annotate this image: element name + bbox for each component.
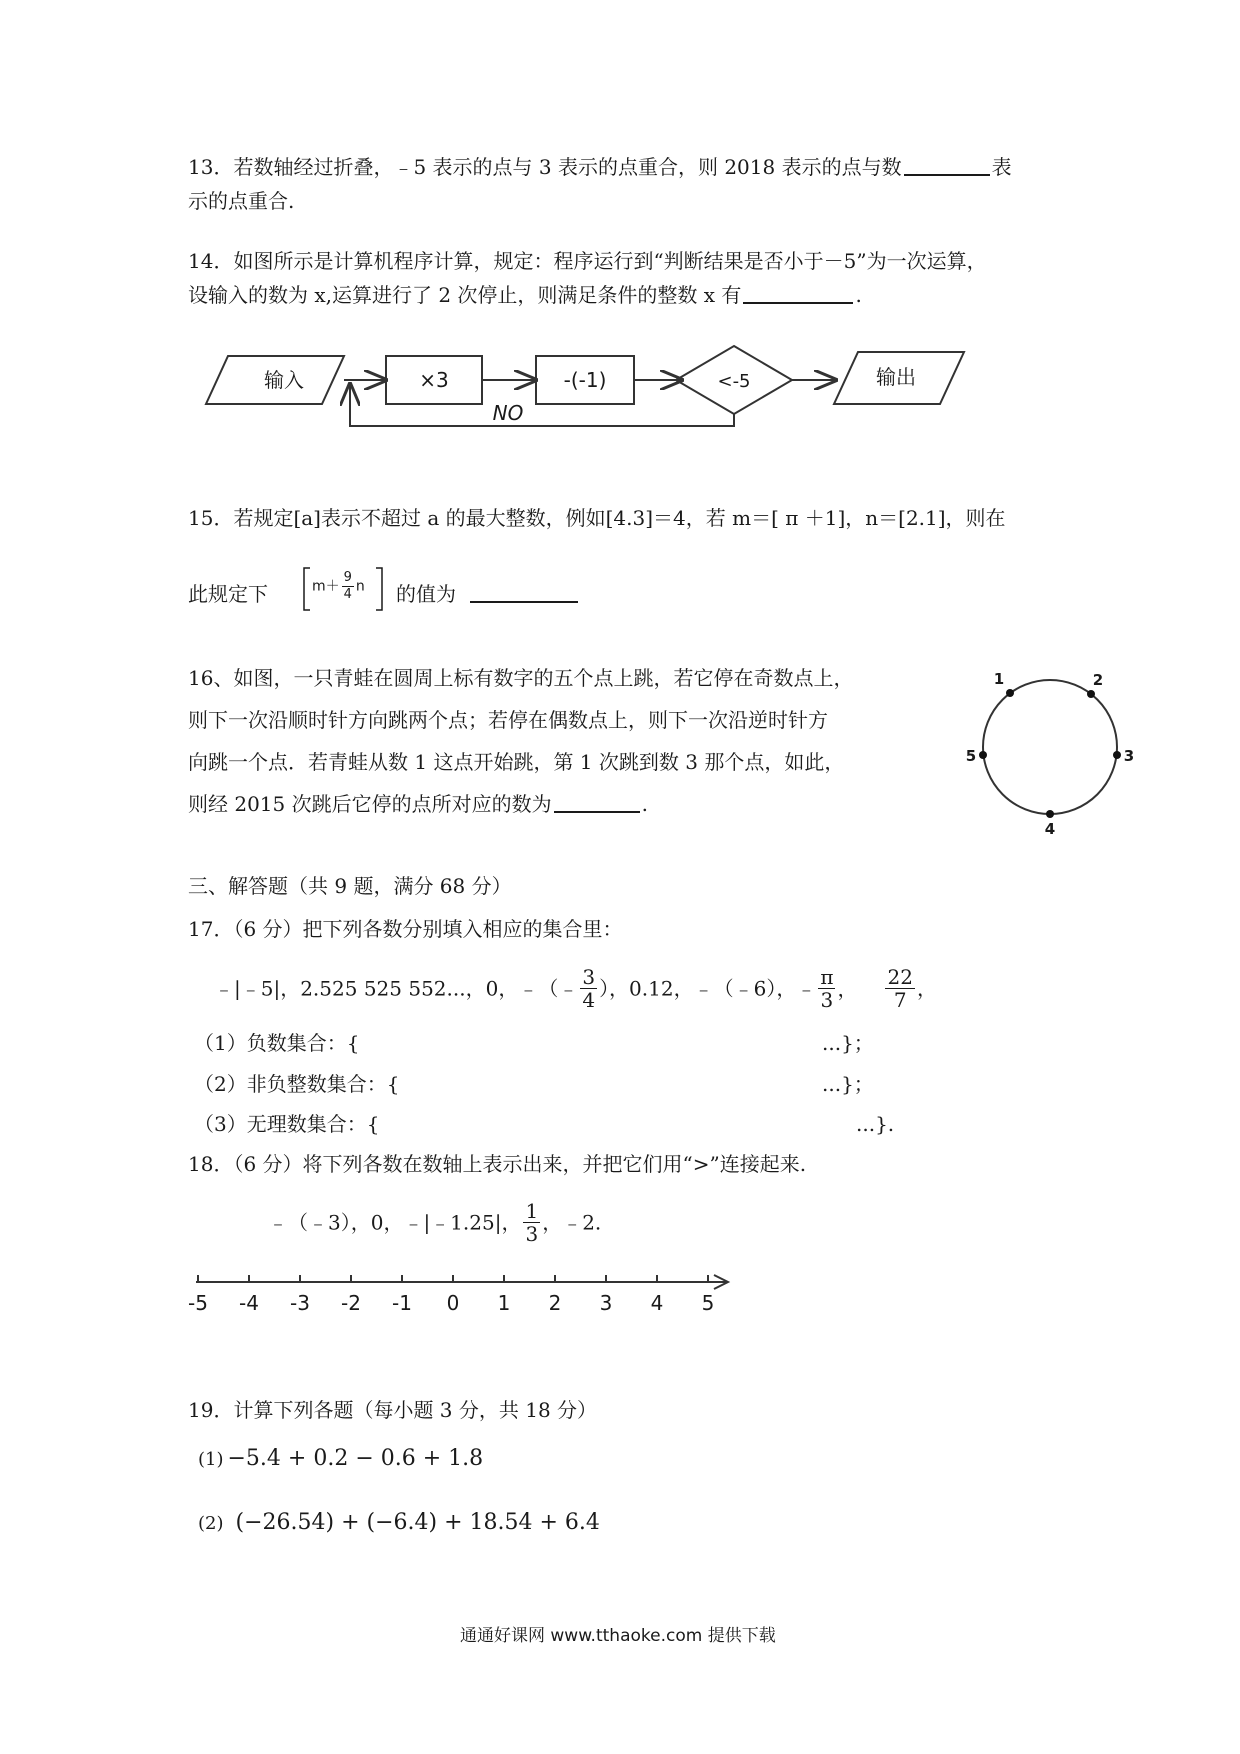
q13-answer-blank[interactable] — [904, 154, 990, 176]
q15-expr-n: n — [355, 578, 365, 595]
axis-tick-label: 0 — [446, 1291, 460, 1315]
q17-f1-num: 3 — [582, 965, 596, 989]
q17-set-1-label: （1）负数集合：{ — [194, 1031, 360, 1055]
flow-compare-diamond — [676, 346, 792, 414]
q16-label-2: 2 — [1092, 671, 1104, 689]
q18-numbers — [268, 1194, 601, 1248]
q16-line4 — [188, 790, 648, 818]
q16-circle-figure — [960, 666, 1160, 846]
q19-p1-label: (1) — [198, 1449, 224, 1470]
q17-f3-num: 22 — [887, 965, 913, 989]
axis-tick-label: -1 — [392, 1291, 412, 1315]
q17-f2-num: π — [820, 965, 834, 989]
q18-nums-a: ﹣（﹣3），0，﹣|﹣1.25|， — [268, 1210, 522, 1235]
q17-set-1-end: ...}； — [822, 1031, 874, 1055]
q17-f1-den: 4 — [582, 988, 596, 1012]
flow-loop-back — [350, 384, 734, 426]
flow-compare-label: <-5 — [717, 371, 751, 392]
axis-tick-label: -4 — [239, 1291, 259, 1315]
q17-nums-a: ﹣|﹣5|，2.525 525 552...，0，﹣（﹣ — [214, 976, 579, 1001]
q16-label-4: 4 — [1044, 820, 1056, 838]
flow-minus-box — [536, 356, 634, 404]
q15-frac-den: 4 — [343, 587, 352, 602]
q13-text-b: 表 — [991, 155, 1012, 179]
q14-text-a: 设输入的数为 x,运算进行了 2 次停止，则满足条件的整数 x 有 — [188, 283, 742, 307]
q14-answer-blank[interactable] — [743, 282, 853, 304]
q16-answer-blank[interactable] — [554, 791, 640, 813]
flow-no-label: NO — [492, 401, 524, 425]
q15-text-a: 此规定下 — [188, 582, 268, 606]
q18-number-line[interactable] — [186, 1262, 746, 1322]
axis-tick-label: -2 — [341, 1291, 361, 1315]
q17-set-3-label: （3）无理数集合：{ — [194, 1112, 380, 1136]
q13-text-a: 13．若数轴经过折叠，﹣5 表示的点与 3 表示的点重合，则 2018 表示的点与数 — [188, 155, 902, 179]
q16-point-2 — [1087, 690, 1095, 698]
axis-tick-label: 4 — [650, 1291, 664, 1315]
flow-input-label: 输入 — [264, 368, 304, 392]
q16-point-5 — [979, 751, 987, 759]
q15-floor-expression — [300, 566, 386, 612]
flow-input-shape — [206, 356, 344, 404]
q16-label-5: 5 — [965, 747, 977, 765]
q16-point-4 — [1046, 810, 1054, 818]
q15-line2 — [188, 580, 268, 608]
q15-line1: 15．若规定[a]表示不超过 a 的最大整数，例如[4.3]＝4，若 m＝[ π ＋1]，n＝[2.1]，则在 — [188, 506, 1006, 530]
q15-answer-blank[interactable] — [470, 581, 578, 603]
q14-text-b: . — [855, 283, 862, 307]
axis-tick-label: 3 — [599, 1291, 613, 1315]
q16-label-1: 1 — [993, 670, 1005, 688]
axis-tick-label: 1 — [497, 1291, 511, 1315]
q19-title: 19．计算下列各题（每小题 3 分，共 18 分） — [188, 1398, 598, 1422]
q18-f-num: 1 — [525, 1199, 539, 1223]
q19-p2-expr: (−26.54) + (−6.4) + 18.54 + 6.4 — [235, 1510, 600, 1535]
axis-tick-label: 2 — [548, 1291, 562, 1315]
q17-set-1-input[interactable] — [370, 1029, 810, 1057]
axis-tick-label: -3 — [290, 1291, 310, 1315]
q16-line1: 16、如图，一只青蛙在圆周上标有数字的五个点上跳，若它停在奇数点上， — [188, 666, 854, 690]
q19-p2-label: (2) — [198, 1513, 224, 1534]
q16-line2: 则下一次沿顺时针方向跳两个点；若停在偶数点上，则下一次沿逆时针方 — [188, 708, 828, 732]
q18-f-den: 3 — [525, 1222, 539, 1246]
q18-nums-b: ，﹣2. — [542, 1210, 602, 1235]
q17-nums-c: ， — [837, 976, 858, 1001]
axis-tick-label: 5 — [701, 1291, 715, 1315]
q16-point-1 — [1006, 689, 1014, 697]
flow-output-label: 输出 — [876, 365, 916, 389]
q14-line2 — [188, 281, 862, 309]
q16-point-3 — [1113, 751, 1121, 759]
q17-nums-b: ），0.12，﹣（﹣6），﹣ — [599, 976, 817, 1001]
q18-title: 18．（6 分）将下列各数在数轴上表示出来，并把它们用“>”连接起来. — [188, 1152, 807, 1176]
q19-p1-expr: −5.4 + 0.2 − 0.6 + 1.8 — [227, 1446, 484, 1471]
q19-part2 — [198, 1508, 600, 1538]
axis-tick-label: -5 — [188, 1291, 208, 1315]
q17-nums-d: ， — [916, 976, 937, 1001]
q17-numbers — [214, 960, 937, 1014]
flow-times3-box — [386, 356, 482, 404]
q13-line1 — [188, 153, 1012, 181]
q17-f3-den: 7 — [893, 988, 907, 1012]
q17-set-3-input[interactable] — [390, 1110, 830, 1138]
q14-line1: 14．如图所示是计算机程序计算，规定：程序运行到“判断结果是否小于－5”为一次运算， — [188, 249, 987, 273]
q16-line3: 向跳一个点．若青蛙从数 1 这点开始跳，第 1 次跳到数 3 那个点，如此， — [188, 750, 845, 774]
q15-text-b: 的值为 — [396, 582, 456, 606]
q13-line2: 示的点重合. — [188, 189, 295, 213]
q17-title: 17．（6 分）把下列各数分别填入相应的集合里： — [188, 917, 623, 941]
q15-frac-num: 9 — [343, 570, 352, 585]
q17-f2-den: 3 — [820, 988, 834, 1012]
q16-text-b: . — [641, 792, 648, 816]
q15-line2-end — [396, 580, 580, 608]
flow-times3-label: ×3 — [419, 368, 449, 392]
flow-minus-label: -(-1) — [563, 368, 607, 392]
q19-part1 — [198, 1444, 483, 1474]
flow-output-shape — [834, 352, 964, 404]
q17-set-2-end: ...}； — [822, 1072, 874, 1096]
q17-set-2-label: （2）非负整数集合：{ — [194, 1072, 400, 1096]
footer-credit: 通通好课网 www.tthaoke.com 提供下载 — [460, 1626, 776, 1646]
q15-expr-m: m＋ — [312, 578, 340, 595]
section3-heading: 三、解答题（共 9 题，满分 68 分） — [188, 874, 512, 898]
q17-set-2-input[interactable] — [410, 1070, 810, 1098]
q16-circle — [983, 680, 1117, 814]
q16-text-a: 则经 2015 次跳后它停的点所对应的数为 — [188, 792, 552, 816]
q16-label-3: 3 — [1123, 747, 1135, 765]
q17-set-3-end: ...}. — [856, 1112, 895, 1136]
